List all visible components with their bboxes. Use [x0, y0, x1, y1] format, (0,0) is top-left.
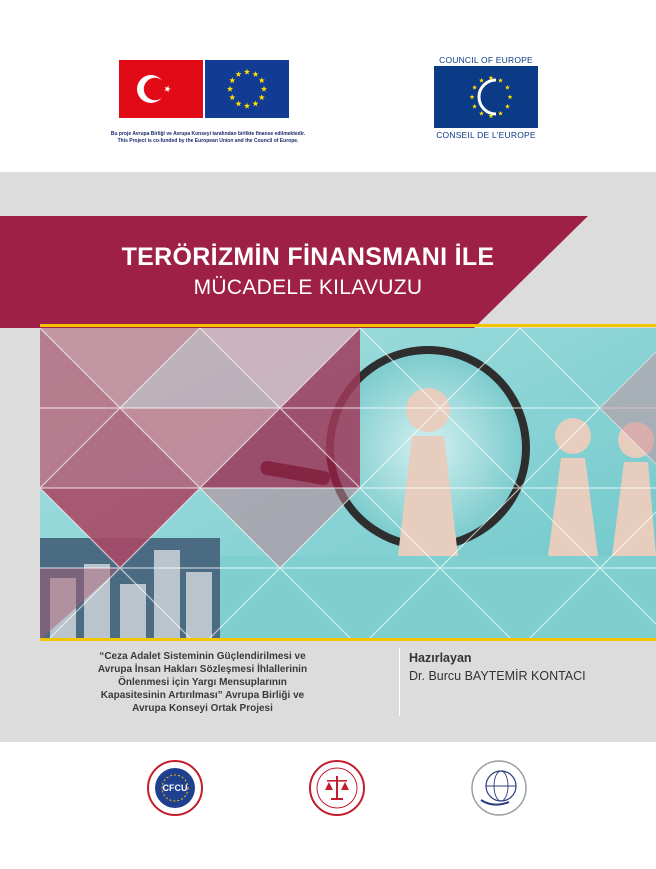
author-name: Dr. Burcu BAYTEMİR KONTACI	[409, 669, 586, 683]
vertical-divider	[399, 648, 400, 716]
eu-stars-icon	[205, 60, 289, 118]
star-icon	[235, 101, 241, 107]
star-icon	[498, 78, 503, 83]
ministry-of-justice-seal	[309, 760, 365, 816]
star-icon	[505, 85, 510, 90]
star-icon	[508, 94, 513, 99]
star-icon	[252, 101, 258, 107]
prepared-by-label: Hazırlayan	[409, 651, 472, 665]
coe-emblem-icon	[434, 66, 538, 128]
funding-note-en: This Project is co-funded by the European Union and the Council of Europe.	[117, 138, 299, 144]
star-icon	[498, 111, 503, 116]
star-icon	[479, 111, 484, 116]
title-banner	[0, 216, 656, 328]
gold-line-top	[40, 324, 656, 327]
star-icon	[479, 78, 484, 83]
star-icon	[261, 86, 267, 92]
star-icon	[227, 86, 233, 92]
council-of-europe-logo	[434, 66, 538, 128]
gold-line-bottom	[40, 638, 656, 641]
star-icon	[505, 104, 510, 109]
crescent-star-icon	[119, 60, 203, 118]
star-icon	[259, 94, 265, 100]
title-line-1: TERÖRİZMİN FİNANSMANI İLE	[121, 243, 495, 271]
cfcu-logo	[147, 760, 203, 816]
turkey-flag	[119, 60, 203, 118]
project-line-4: Kapasitesinin Artırılması” Avrupa Birliği ve	[100, 690, 305, 701]
title-line-2: MÜCADELE KILAVUZU	[193, 276, 423, 299]
star-icon	[472, 85, 477, 90]
star-icon	[470, 94, 475, 99]
star-icon	[252, 71, 258, 77]
cover-photo	[40, 328, 656, 640]
project-line-3: Önlenmesi için Yargı Mensuplarının	[118, 677, 287, 688]
star-icon	[244, 103, 250, 109]
funding-note-tr: Bu proje Avrupa Birliği ve Avrupa Konseyi tarafından birlikte finanse edilmektedir.	[110, 131, 306, 137]
star-icon	[235, 71, 241, 77]
eu-flag	[205, 60, 289, 118]
project-line-1: “Ceza Adalet Sisteminin Güçlendirilmesi ve	[99, 651, 306, 662]
star-icon	[229, 77, 235, 83]
star-icon	[472, 104, 477, 109]
project-line-5: Avrupa Konseyi Ortak Projesi	[132, 703, 273, 714]
star-icon	[229, 94, 235, 100]
star-icon	[244, 69, 250, 75]
project-description	[60, 650, 345, 715]
star-icon	[259, 77, 265, 83]
coe-name-en: COUNCIL OF EUROPE	[439, 55, 533, 65]
magnifier-figures-image	[40, 328, 656, 640]
coe-name-fr: CONSEIL DE L'EUROPE	[436, 130, 536, 140]
cfcu-logo-text: CFCU	[162, 783, 188, 793]
justice-academy-logo	[471, 760, 527, 816]
project-line-2: Avrupa İnsan Hakları Sözleşmesi İhlallerinin	[97, 664, 308, 675]
